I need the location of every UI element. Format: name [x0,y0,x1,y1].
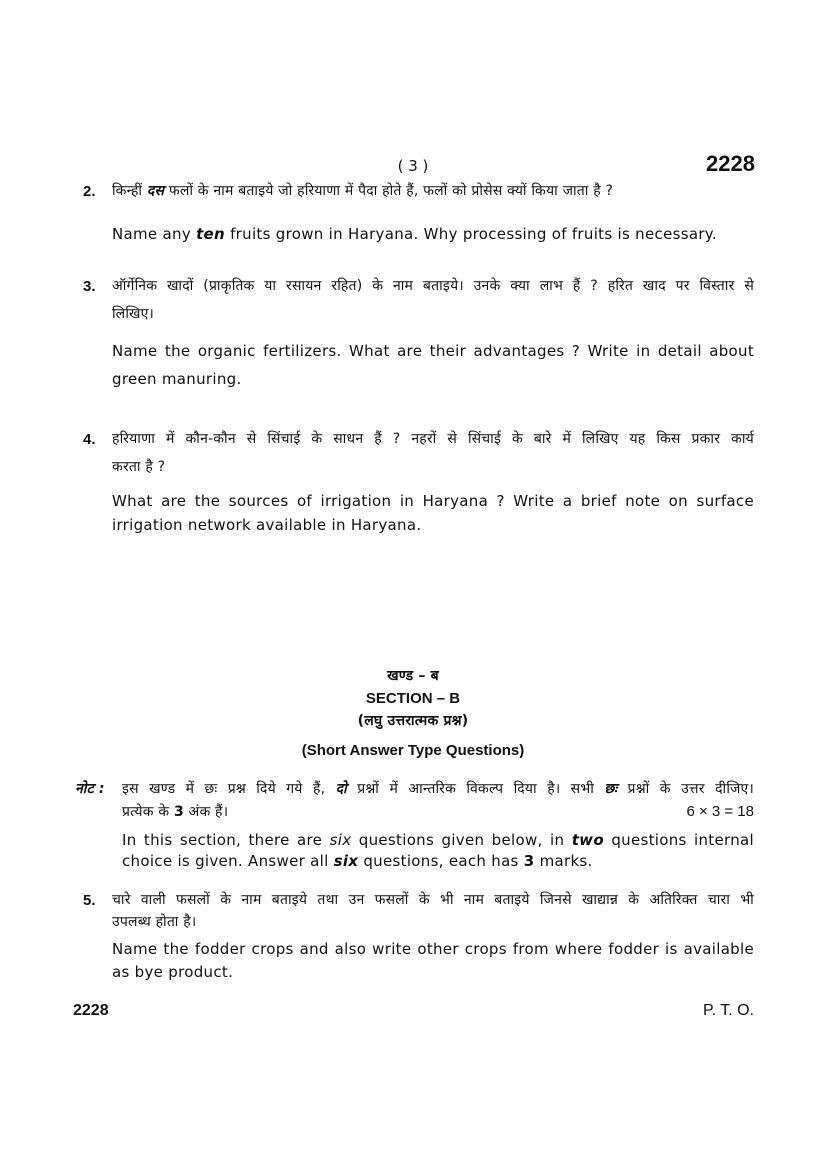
question-4-english-line1: What are the sources of irrigation in Haryana ? Write a brief note on surface [112,492,754,510]
question-3-english-line2: green manuring. [112,370,242,388]
question-3-english-line1: Name the organic fertilizers. What are their advantages ? Write in detail about [112,342,754,360]
note-en-l1-bold: two [571,831,604,849]
question-3-hindi-line2: लिखिए। [112,306,155,322]
paper-code-header: 2228 [706,151,755,176]
note-hindi-l1-pre: इस खण्ड में छः प्रश्न दिये गये हैं, [122,781,336,797]
question-4-english-line2: irrigation network available in Haryana. [112,516,422,534]
note-hindi-l2-bold: 3 [173,804,184,820]
note-en-l2-bold: six [333,852,359,870]
page-number: ( 3 ) [397,157,429,175]
note-hindi-l1-bold: दो [335,781,347,797]
question-3-hindi-line1: ऑर्गेनिक खादों (प्राकृतिक या रसायन रहित) के नाम बताइये। उनके क्या लाभ हैं ? हरित खाद पर विस्तार से [112,278,754,294]
question-5-number: 5. [83,892,96,909]
note-english-line2 [122,850,754,873]
question-4-hindi-line1: हरियाणा में कौन-कौन से सिंचाई के साधन हैं ? नहरों से सिंचाई के बारे में लिखिए यह किस प्रकार कार्य [112,431,754,447]
note-en-l1-it: six [329,831,352,849]
question-2-english [112,223,757,246]
q2-hindi-pre: किन्हीं [112,183,147,199]
note-hindi-l1-post: प्रश्नों के उत्तर दीजिए। [617,781,754,797]
question-3-number: 3. [83,278,96,295]
question-5-english-line2: as bye product. [112,963,234,981]
note-hindi-l1-bold2: छः [604,781,618,797]
note-hindi-l1-mid: प्रश्नों में आन्तरिक विकल्प दिया है। सभी [346,781,605,797]
note-english-line1 [122,829,754,852]
note-en-l2-pre: choice is given. Answer all [122,852,334,870]
note-marks: 6 × 3 = 18 [686,803,754,820]
section-title: SECTION – B [365,690,461,707]
paper-code-footer: 2228 [73,1002,109,1019]
question-4-number: 4. [83,431,96,448]
note-hindi-line2 [122,798,622,826]
question-2-hindi [112,177,757,205]
question-2-number: 2. [83,183,96,200]
note-hindi-l2-post: अंक हैं। [183,804,229,820]
q2-hindi-bold: दस [146,183,165,199]
q2-english-bold: ten [196,225,226,243]
note-en-l1-post: questions internal [603,831,754,849]
q2-hindi-post: फलों के नाम बताइये जो हरियाणा में पैदा होते हैं, फलों को प्रोसेस क्यों किया जाता है ? [164,183,614,199]
note-hindi-l2-pre: प्रत्येक के [122,804,174,820]
question-5-hindi-line1: चारे वाली फसलों के नाम बताइये तथा उन फसलों के भी नाम बताइये जिनसे खाद्यान्न के अतिरिक्त चारा भी [112,892,754,908]
note-en-l2-mid: questions, each has [358,852,524,870]
question-5-english-line1: Name the fodder crops and also write other crops from where fodder is available [112,940,754,958]
section-subtitle: (Short Answer Type Questions) [301,742,525,759]
note-en-l2-post: marks. [534,852,593,870]
note-en-l2-bold2: 3 [523,852,535,870]
question-4-hindi-line2: करता है ? [112,459,166,475]
q2-english-post: fruits grown in Haryana. Why processing of fruits is necessary. [225,225,717,243]
section-hindi-subtitle: (लघु उत्तरात्मक प्रश्न) [357,713,469,729]
question-5-hindi-line2: उपलब्ध होता है। [112,914,197,930]
note-en-l1-mid: questions given below, in [351,831,572,849]
note-en-l1-pre: In this section, there are [122,831,330,849]
note-label: नोट : [75,781,105,797]
pto-label: P. T. O. [703,1002,754,1019]
q2-english-pre: Name any [112,225,197,243]
section-hindi-title: खण्ड – ब [387,668,439,684]
